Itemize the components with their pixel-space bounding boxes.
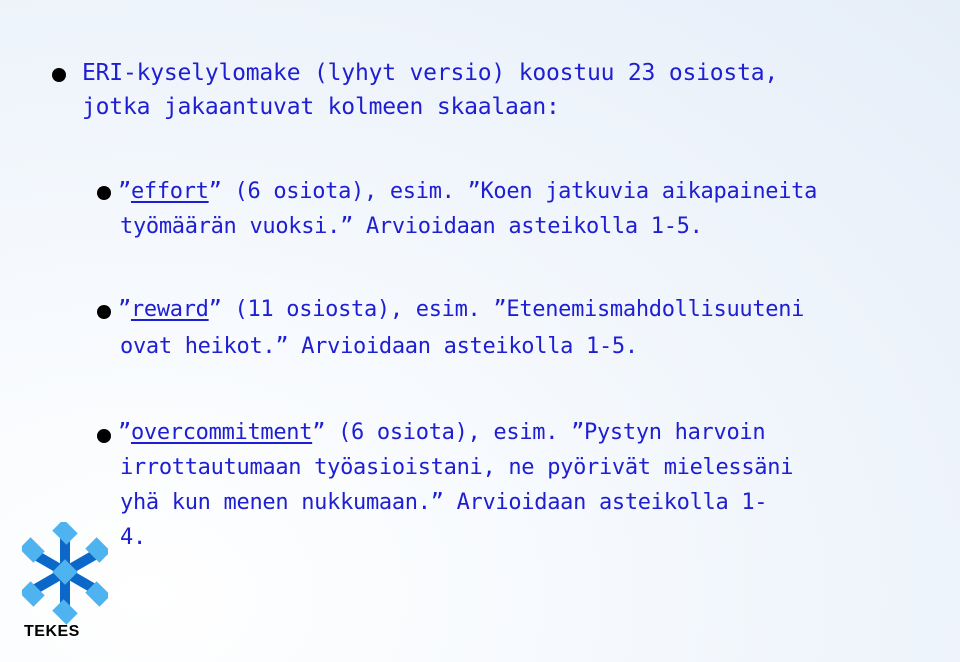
effort-desc: (6 osiota), esim. ”Koen jatkuvia aikapaineita (221, 179, 818, 204)
snowflake-icon (22, 522, 108, 625)
overcommitment-term: overcommitment (130, 420, 313, 445)
bullet-effort (97, 186, 111, 200)
overcommitment-line-1: ”overcommitment” (6 osiota), esim. ”Pystyn harvoin (118, 420, 766, 445)
overcommitment-line-4: 4. (120, 525, 146, 550)
tekes-logo-text: TEKES (24, 623, 80, 640)
bullet-reward (97, 305, 111, 319)
reward-desc: (11 osiosta), esim. ”Etenemismahdollisuuteni (221, 297, 805, 322)
logo-cube-bottom (52, 599, 77, 624)
bullet-intro (52, 68, 66, 82)
effort-line-1: ”effort” (6 osiota), esim. ”Koen jatkuvia aikapaineita (118, 179, 818, 204)
reward-line-1: ”reward” (11 osiosta), esim. ”Etenemismahdollisuuteni (118, 297, 805, 322)
intro-line-1: ERI-kyselylomake (lyhyt versio) koostuu 23 osiosta, (82, 60, 779, 86)
logo-cube-top (52, 522, 77, 545)
intro-line-2: jotka jakaantuvat kolmeen skaalaan: (82, 94, 560, 120)
overcommitment-desc: (6 osiota), esim. ”Pystyn harvoin (325, 420, 766, 445)
effort-line-2: työmäärän vuoksi.” Arvioidaan asteikolla 1-5. (120, 214, 703, 239)
effort-term: effort (130, 179, 209, 204)
bullet-overcommitment (97, 429, 111, 443)
overcommitment-line-3: yhä kun menen nukkumaan.” Arvioidaan asteikolla 1- (120, 490, 768, 515)
overcommitment-line-2: irrottautumaan työasioistani, ne pyörivät mielessäni (120, 455, 794, 480)
reward-line-2: ovat heikot.” Arvioidaan asteikolla 1-5. (120, 334, 638, 359)
reward-term: reward (130, 297, 209, 322)
